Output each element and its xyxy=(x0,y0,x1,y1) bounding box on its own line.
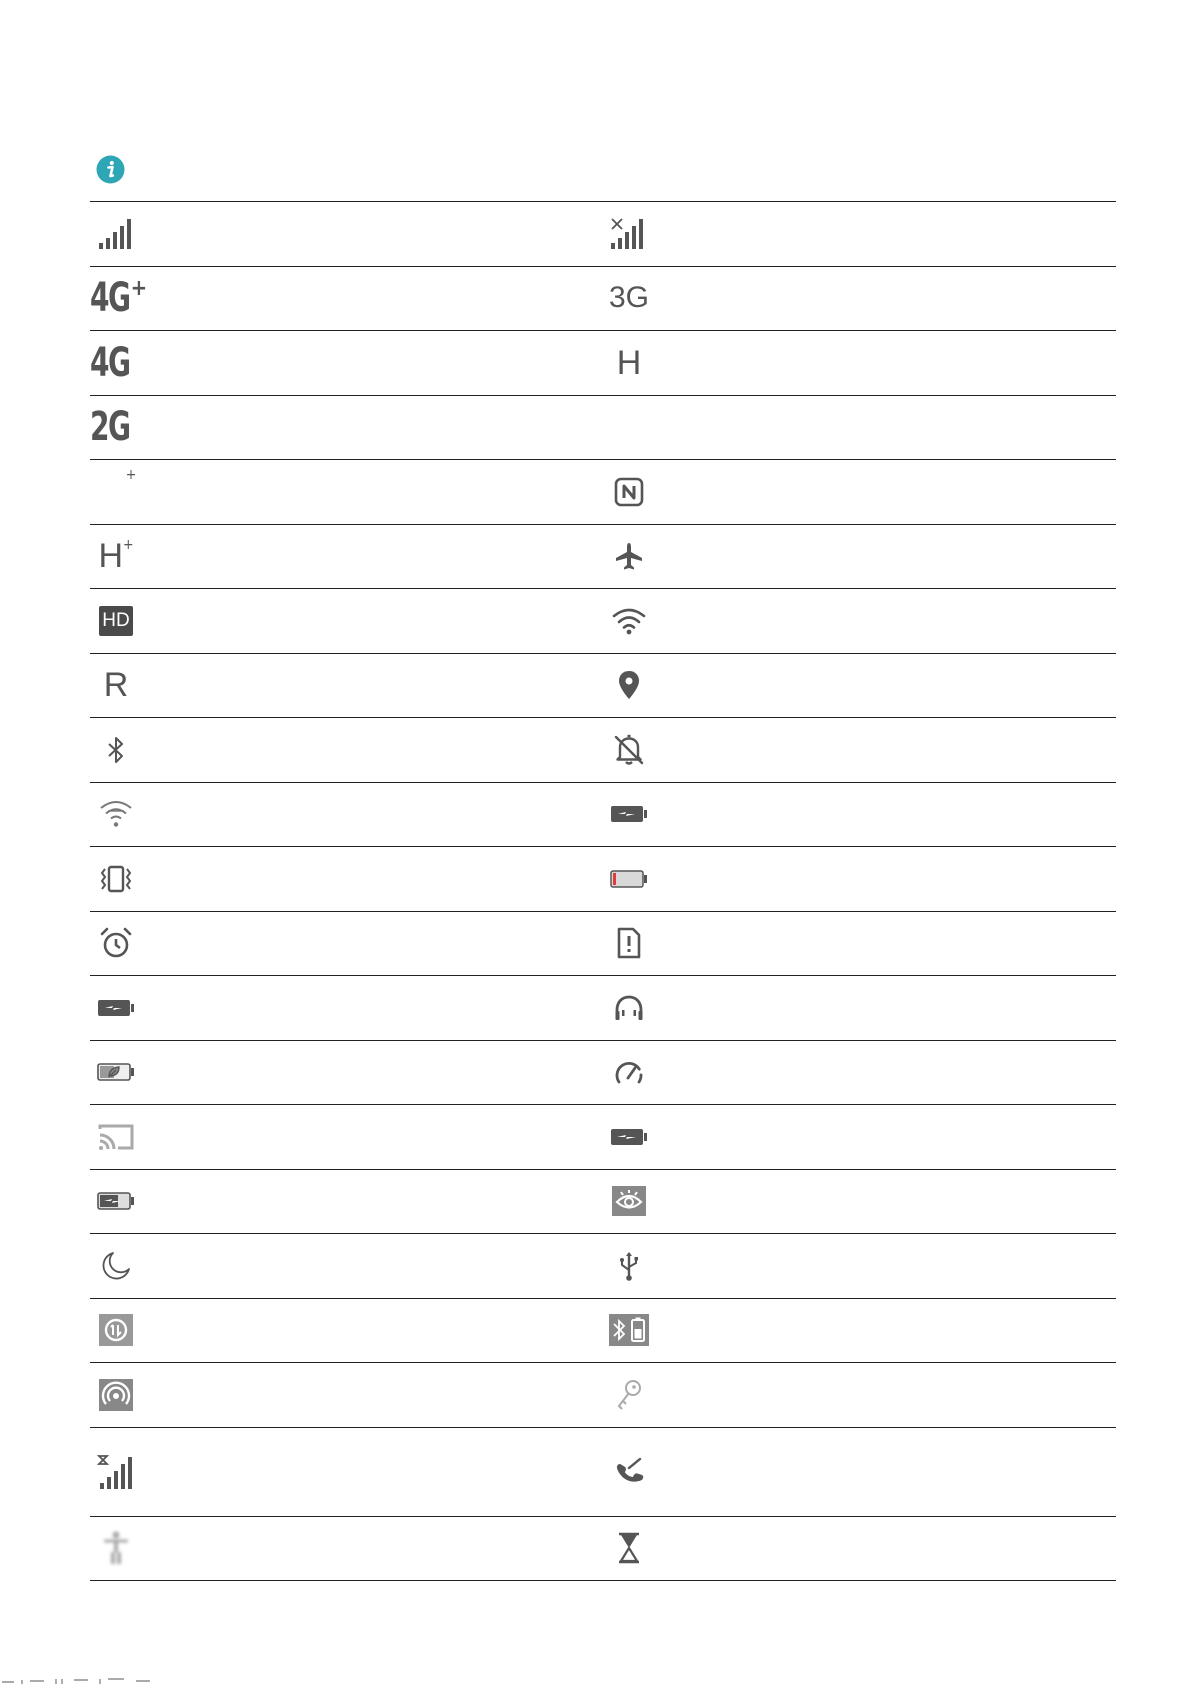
roaming-label: R xyxy=(103,666,129,705)
table-cell xyxy=(90,847,603,911)
alarm-icon xyxy=(90,917,142,969)
battery-quick-charging-icon xyxy=(90,1175,142,1227)
network-h-icon xyxy=(603,337,655,389)
table-cell xyxy=(90,1428,603,1516)
table-cell xyxy=(90,912,603,976)
data-saver-icon xyxy=(90,1304,142,1356)
table-cell xyxy=(603,1170,1116,1234)
battery-charging-icon xyxy=(90,982,142,1034)
network-type-label: 2G xyxy=(90,404,130,451)
network-plus-label: + xyxy=(125,466,137,483)
sim-error-icon xyxy=(603,917,655,969)
table-cell xyxy=(603,1517,1116,1581)
signal-strength-icon xyxy=(90,208,142,260)
network-2g-icon xyxy=(90,401,141,453)
missed-call-icon xyxy=(603,1446,655,1498)
table-cell xyxy=(603,525,1116,589)
table-row xyxy=(90,1428,1116,1517)
roaming-icon xyxy=(90,659,142,711)
blank-plus-icon xyxy=(90,466,142,518)
battery-super-charging-icon xyxy=(603,1111,655,1163)
table-cell xyxy=(90,396,603,460)
footer-artifact xyxy=(0,1676,180,1685)
table-row xyxy=(90,589,1116,654)
accessibility-icon xyxy=(90,1522,142,1574)
location-icon xyxy=(603,659,655,711)
table-row xyxy=(90,654,1116,719)
hotspot-icon xyxy=(90,1369,142,1421)
network-plus-label: + xyxy=(130,276,148,302)
table-cell xyxy=(90,976,603,1040)
table-cell xyxy=(90,1363,603,1427)
wifi-icon xyxy=(603,595,655,647)
table-cell xyxy=(603,396,1116,460)
usb-icon xyxy=(603,1240,655,1292)
performance-mode-icon xyxy=(603,1046,655,1098)
network-type-label: 4G xyxy=(90,339,130,386)
table-cell xyxy=(90,1517,603,1581)
hd-volte-icon xyxy=(90,595,142,647)
do-not-disturb-icon xyxy=(90,1240,142,1292)
vibrate-icon xyxy=(90,853,142,905)
table-row xyxy=(90,331,1116,396)
table-cell xyxy=(603,654,1116,718)
table-cell xyxy=(603,976,1116,1040)
hourglass-icon xyxy=(603,1522,655,1574)
network-type-label: 3G xyxy=(608,281,650,315)
table-row xyxy=(90,1299,1116,1364)
hd-label: HD xyxy=(99,606,133,636)
vpn-key-icon xyxy=(603,1369,655,1421)
table-cell xyxy=(603,1234,1116,1298)
info-icon xyxy=(96,155,125,184)
signal-searching-icon xyxy=(90,1446,142,1498)
network-h-plus-icon xyxy=(90,530,142,582)
table-cell xyxy=(603,847,1116,911)
table-cell xyxy=(603,460,1116,524)
table-row xyxy=(90,396,1116,461)
network-plus-label: + xyxy=(123,537,134,554)
battery-charging-icon xyxy=(603,788,655,840)
battery-low-icon xyxy=(603,853,655,905)
table-cell xyxy=(603,1041,1116,1105)
table-row xyxy=(90,976,1116,1041)
no-signal-icon xyxy=(603,208,655,260)
table-cell xyxy=(603,331,1116,395)
network-type-label: H xyxy=(616,343,642,382)
network-4g-plus-icon xyxy=(90,272,147,324)
table-row xyxy=(90,267,1116,332)
table-cell xyxy=(603,718,1116,782)
headset-icon xyxy=(603,982,655,1034)
table-cell xyxy=(603,1299,1116,1363)
table-cell xyxy=(603,589,1116,653)
table-row xyxy=(90,1041,1116,1106)
network-3g-icon xyxy=(603,272,655,324)
table-cell xyxy=(90,1105,603,1169)
table-cell xyxy=(90,267,603,331)
table-cell xyxy=(90,202,603,266)
table-row xyxy=(90,847,1116,912)
table-cell xyxy=(90,718,603,782)
table-row xyxy=(90,1363,1116,1428)
nfc-icon xyxy=(603,466,655,518)
network-4g-icon xyxy=(90,337,141,389)
table-cell xyxy=(90,1234,603,1298)
table-cell xyxy=(90,525,603,589)
battery-eco-icon xyxy=(90,1046,142,1098)
table-cell xyxy=(603,912,1116,976)
table-cell xyxy=(90,331,603,395)
table-row xyxy=(90,525,1116,590)
table-row xyxy=(90,912,1116,977)
screen-cast-icon xyxy=(90,1111,142,1163)
table-cell xyxy=(90,1299,603,1363)
table-row xyxy=(90,1234,1116,1299)
table-cell xyxy=(603,202,1116,266)
wifi-no-internet-icon xyxy=(90,788,142,840)
table-cell xyxy=(90,1041,603,1105)
table-cell xyxy=(603,783,1116,847)
table-row xyxy=(90,783,1116,848)
table-cell xyxy=(90,783,603,847)
airplane-icon xyxy=(603,530,655,582)
table-cell xyxy=(603,1363,1116,1427)
table-cell xyxy=(90,1170,603,1234)
network-type-label: 4G xyxy=(90,275,130,322)
table-cell xyxy=(603,1105,1116,1169)
table-cell xyxy=(90,589,603,653)
table-cell xyxy=(603,1428,1116,1516)
bluetooth-battery-icon xyxy=(603,1304,655,1356)
table-row xyxy=(90,1105,1116,1170)
table-row xyxy=(90,202,1116,267)
status-icon-table xyxy=(90,201,1116,1581)
table-row xyxy=(90,1517,1116,1582)
silent-bell-icon xyxy=(603,724,655,776)
bluetooth-icon xyxy=(90,724,142,776)
table-row xyxy=(90,1170,1116,1235)
table-row xyxy=(90,460,1116,525)
table-cell xyxy=(603,267,1116,331)
table-cell xyxy=(90,654,603,718)
table-row xyxy=(90,718,1116,783)
table-cell xyxy=(90,460,603,524)
network-type-label: H xyxy=(98,537,123,576)
eye-comfort-icon xyxy=(603,1175,655,1227)
